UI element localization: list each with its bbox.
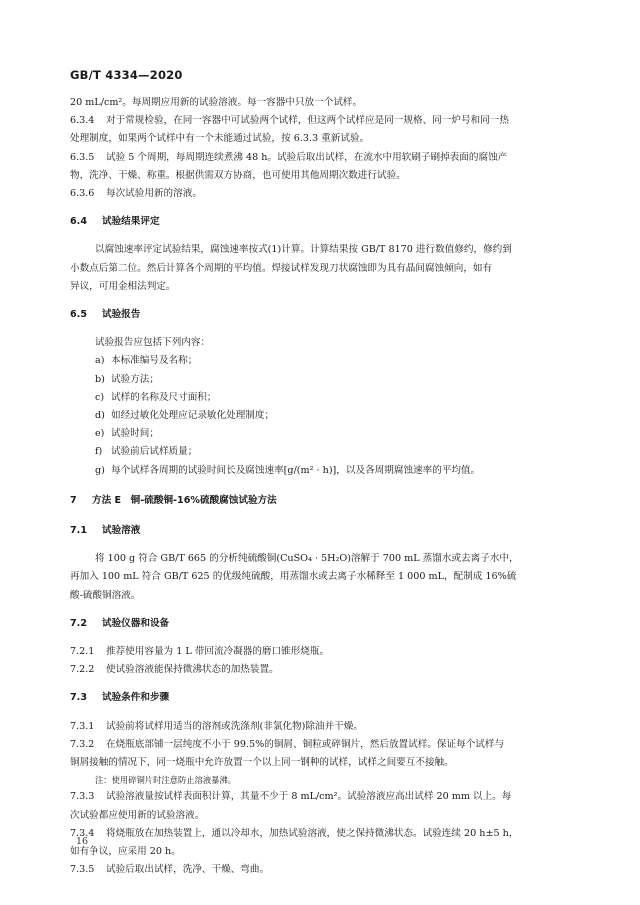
- clause-7-2-1: [70, 643, 580, 661]
- clause-text: 处理制度，如果两个试样中有一个未能通过试验，按 6.3.3 重新试验。: [70, 133, 370, 145]
- section-number: 7.3: [70, 692, 87, 704]
- clause-text: 次试验都应使用新的试验溶液。: [70, 809, 205, 821]
- section-heading-6-5: [70, 306, 580, 324]
- list-marker: g): [95, 464, 105, 476]
- list-item: [70, 425, 580, 443]
- clause-text: 试验前将试样用适当的溶剂或洗涤剂(非氯化物)除油并干燥。: [106, 720, 363, 732]
- section-7-1-body: [70, 550, 580, 605]
- clause-7-3-4: [70, 825, 580, 861]
- clause-text: 每次试验用新的溶液。: [106, 188, 202, 200]
- clause-text: 在烧瓶底部铺一层纯度不小于 99.5%的铜屑、铜粒或碎铜片，然后放置试样。保证每个试样与: [106, 738, 505, 750]
- page-number: 16: [76, 836, 89, 847]
- section-heading-7-3: [70, 689, 580, 707]
- report-intro: 试验报告应包括下列内容：: [95, 337, 211, 349]
- clause-number: 6.3.6: [70, 188, 95, 200]
- clause-number: 7.3.1: [70, 720, 95, 732]
- section-6-4-body: [70, 241, 580, 296]
- list-item-text: 试样的名称及尺寸面积；: [111, 391, 217, 403]
- section-title: 试验仪器和设备: [102, 617, 170, 629]
- list-item: [70, 462, 580, 480]
- list-marker: f): [95, 446, 103, 458]
- list-marker: a): [95, 355, 105, 367]
- list-item-text: 试验时间；: [111, 428, 159, 440]
- section-number: 7.1: [70, 525, 87, 537]
- clause-number: 7.2.1: [70, 646, 95, 658]
- clause-number: 6.3.5: [70, 151, 95, 163]
- chapter-number: 7: [70, 494, 77, 506]
- section-heading-7-1: [70, 522, 580, 540]
- section-title: 试验结果评定: [102, 216, 160, 228]
- clause-text: 使试验溶液能保持微沸状态的加热装置。: [106, 664, 279, 676]
- clause-6-3-6: [70, 185, 580, 203]
- clause-text: 推荐使用容量为 1 L 带回流冷凝器的磨口锥形烧瓶。: [106, 646, 330, 658]
- clause-text: 将烧瓶放在加热装置上，通以冷却水，加热试验溶液，使之保持微沸状态。试验连续 20 h±5 h，: [106, 827, 519, 839]
- clause-7-3-1: [70, 718, 580, 736]
- clause-7-3-5: [70, 861, 580, 879]
- list-item: [70, 371, 580, 389]
- clause-text: 试验溶液量按试样表面积计算，其量不少于 8 mL/cm²。试验溶液应高出试样 20 mm 以上。每: [106, 791, 512, 803]
- list-item: [70, 389, 580, 407]
- list-marker: e): [95, 428, 105, 440]
- section-title: 试验溶液: [102, 525, 141, 537]
- clause-text: 试验后取出试样，洗净、干燥、弯曲。: [106, 864, 270, 876]
- clause-text: 如有争议，应采用 20 h。: [70, 845, 181, 857]
- clause-number: 7.3.3: [70, 791, 95, 803]
- list-item-text: 本标准编号及名称；: [111, 355, 198, 367]
- section-heading-6-4: [70, 213, 580, 231]
- section-title: 试验报告: [102, 309, 141, 321]
- clause-number: 7.2.2: [70, 664, 95, 676]
- list-item-text: 试验方法；: [111, 373, 159, 385]
- list-item: [70, 407, 580, 425]
- list-item: [70, 352, 580, 370]
- paragraph-line: 异议，可用金相法判定。: [70, 280, 176, 292]
- clause-6-3-5: [70, 149, 580, 185]
- paragraph-line: 酸-硫酸铜溶液。: [70, 589, 141, 601]
- clause-text: 对于常规检验，在同一容器中可试验两个试样，但这两个试样应是同一规格、同一炉号和同一热: [106, 115, 509, 127]
- report-items-list: [70, 352, 580, 479]
- clause-text: 物，洗净、干燥、称重。根据供需双方协商，也可使用其他周期次数进行试验。: [70, 169, 406, 181]
- clause-7-3-2: [70, 736, 580, 772]
- paragraph-continuation: 20 mL/cm²。每周期应用新的试验溶液。每一容器中只放一个试样。: [70, 97, 363, 108]
- list-item: [70, 443, 580, 461]
- clause-7-2-2: [70, 661, 580, 679]
- clause-number: 7.3.2: [70, 738, 95, 750]
- clause-number: 7.3.4: [70, 827, 95, 839]
- standard-code-header: GB/T 4334—2020: [70, 68, 183, 82]
- list-marker: d): [95, 410, 105, 422]
- list-item-text: 试验前后试样质量；: [111, 446, 198, 458]
- paragraph-line: 再加入 100 mL 符合 GB/T 625 的优级纯硫酸，用蒸馏水或去离子水稀释至 1 000 mL，配制成 16%硫: [70, 571, 517, 583]
- clause-7-3-3: [70, 788, 580, 824]
- section-title: 试验条件和步骤: [102, 692, 170, 704]
- clause-number: 6.3.4: [70, 115, 95, 127]
- list-item-text: 如经过敏化处理应记录敏化处理制度；: [111, 410, 275, 422]
- chapter-heading-7: [70, 492, 580, 510]
- paragraph-line: 小数点后第二位。然后计算各个周期的平均值。焊接试样发现刀状腐蚀即为具有晶间腐蚀倾向，如有: [70, 262, 493, 274]
- clause-text: 试验 5 个周期，每周期连续煮沸 48 h。试验后取出试样，在流水中用软刷子刷掉表面的腐蚀产: [106, 151, 508, 163]
- note: 注：使用碎铜片时注意防止溶液暴沸。: [95, 775, 237, 786]
- list-marker: c): [95, 391, 105, 403]
- clause-6-3-4: [70, 112, 580, 148]
- section-number: 7.2: [70, 617, 87, 629]
- clause-number: 7.3.5: [70, 864, 95, 876]
- list-item-text: 每个试样各周期的试验时间长及腐蚀速率[g/(m² · h)]，以及各周期腐蚀速率的平均值。: [111, 464, 481, 476]
- chapter-title: 方法 E 铜-硫酸铜-16%硫酸腐蚀试验方法: [92, 494, 277, 506]
- paragraph-line: 将 100 g 符合 GB/T 665 的分析纯硫酸铜(CuSO₄ · 5H₂O)溶解于 700 mL 蒸馏水或去离子水中，: [95, 553, 519, 565]
- section-number: 6.4: [70, 216, 87, 228]
- section-heading-7-2: [70, 615, 580, 633]
- list-marker: b): [95, 373, 105, 385]
- page-content: [70, 94, 580, 879]
- section-number: 6.5: [70, 309, 87, 321]
- paragraph-line: 以腐蚀速率评定试验结果，腐蚀速率按式(1)计算。计算结果按 GB/T 8170 进行数值修约，修约到: [95, 244, 512, 256]
- clause-text: 铜屑接触的情况下，同一烧瓶中允许放置一个以上同一钢种的试样，试样之间要互不接触。: [70, 757, 454, 769]
